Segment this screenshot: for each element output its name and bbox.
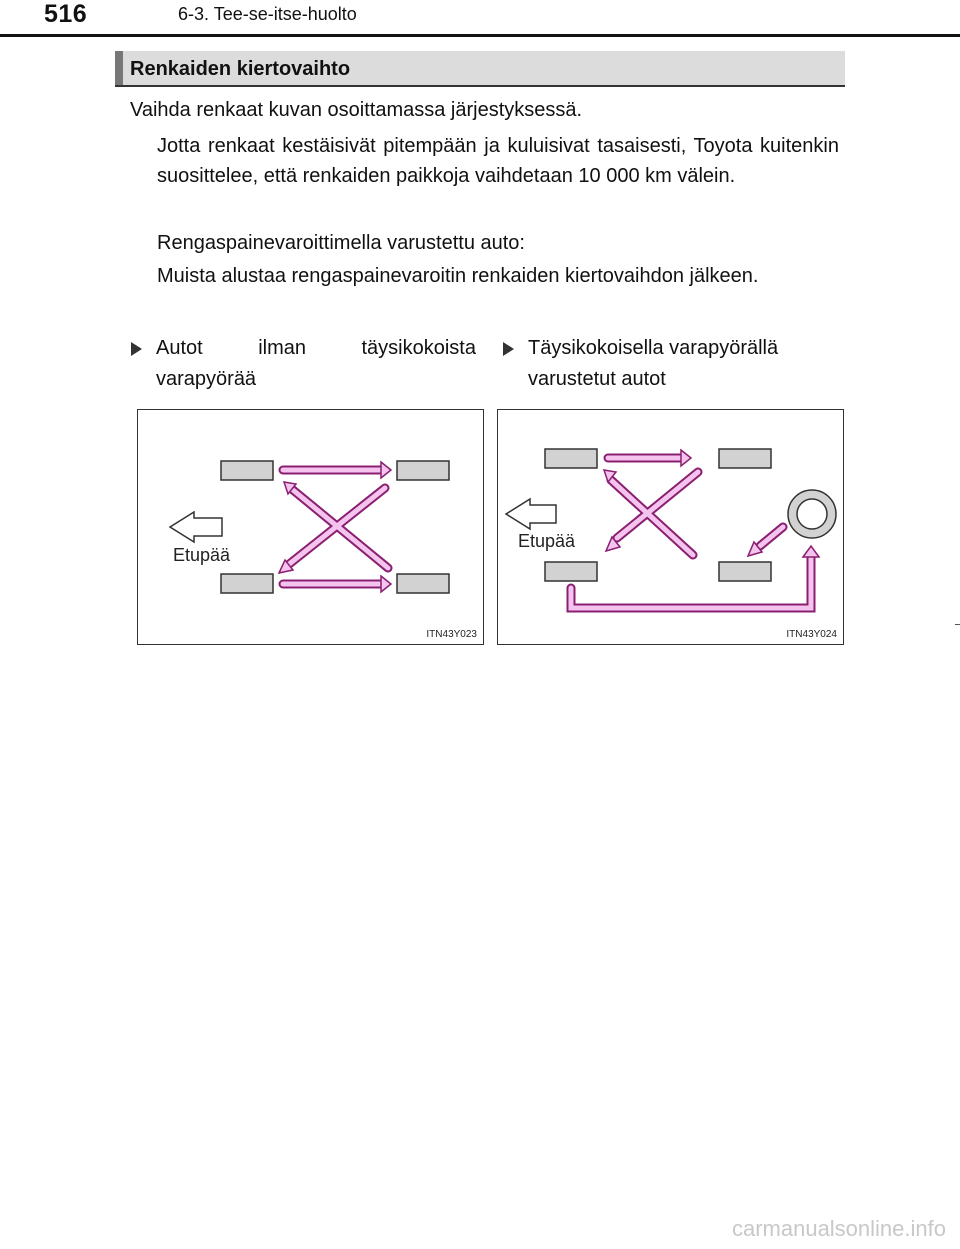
front-label: Etupää xyxy=(173,545,231,565)
figure-four-tire-rotation xyxy=(137,409,484,645)
tire-rear-right xyxy=(719,562,771,581)
recommendation-paragraph: Jotta renkaat kestäisivät pitempään ja kuluisivat tasaisesti, Toyota kuitenkin suosittelee, että renkaiden paikkoja vaihdetaan 10 000 km välein. xyxy=(157,135,839,187)
watermark: carmanualsonline.info xyxy=(731,1216,946,1241)
tire-rear-left xyxy=(397,461,449,480)
tire-front-left xyxy=(545,449,597,468)
header-rule xyxy=(0,34,960,37)
spare-tire xyxy=(788,490,836,538)
section-header-bar xyxy=(115,51,123,85)
tire-front-right xyxy=(221,574,273,593)
section-header xyxy=(115,51,845,87)
tpws-paragraph: Muista alustaa rengaspainevaroitin renkaiden kiertovaihdon jälkeen. xyxy=(157,265,759,287)
figure-code: ITN43Y023 xyxy=(426,629,477,640)
tpws-heading: Rengaspainevaroittimella varustettu auto: xyxy=(157,232,525,254)
intro-paragraph: Vaihda renkaat kuvan osoittamassa järjestyksessä. xyxy=(130,99,583,121)
figure-five-tire-rotation xyxy=(497,409,844,645)
section-title: Renkaiden kiertovaihto xyxy=(130,58,351,80)
page-number: 516 xyxy=(44,0,88,28)
variant-label: Täysikokoisella varapyörällä varustetut autot xyxy=(528,337,779,390)
bullet-triangle-icon xyxy=(131,342,142,356)
bullet-triangle-icon xyxy=(503,342,514,356)
chapter-title: 6-3. Tee-se-itse-huolto xyxy=(178,4,357,24)
tire-rear-left xyxy=(719,449,771,468)
variant-full-spare xyxy=(503,333,843,397)
tire-front-right xyxy=(545,562,597,581)
figure-code: ITN43Y024 xyxy=(786,629,837,640)
front-arrow-icon xyxy=(506,499,556,529)
front-label: Etupää xyxy=(518,531,576,551)
front-arrow-icon xyxy=(170,512,222,542)
variant-label: Autot ilman täysikokoista varapyörää xyxy=(156,337,476,390)
tire-front-left xyxy=(221,461,273,480)
rotation-arrows xyxy=(571,450,819,608)
rotation-arrows xyxy=(279,462,391,592)
variant-no-spare xyxy=(131,333,476,397)
margin-tick xyxy=(955,624,960,625)
tire-rear-right xyxy=(397,574,449,593)
